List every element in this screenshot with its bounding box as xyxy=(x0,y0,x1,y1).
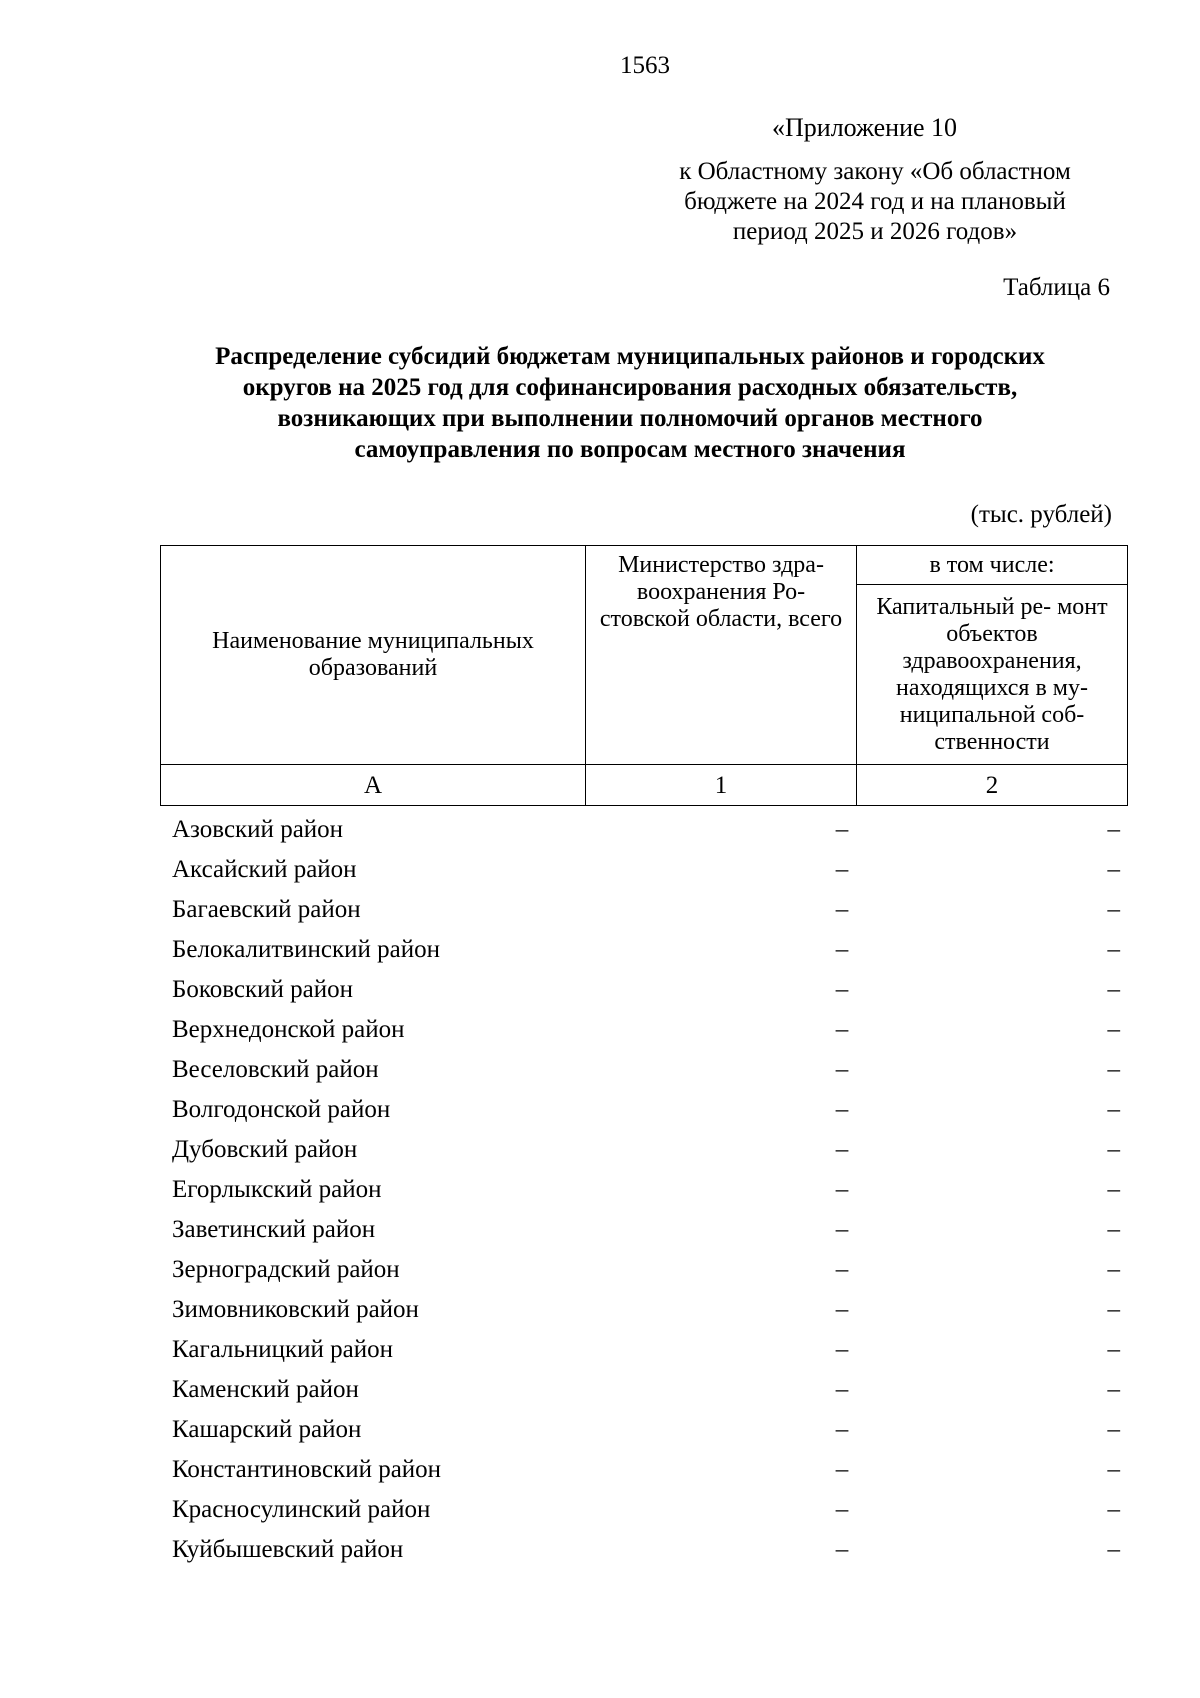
row-value-capital: – xyxy=(1107,1216,1120,1243)
table-row xyxy=(160,1290,1120,1330)
row-value-capital: – xyxy=(1107,896,1120,923)
row-name: Белокалитвинский район xyxy=(172,936,440,963)
table-row xyxy=(160,1250,1120,1290)
row-value-total: – xyxy=(835,1536,849,1563)
table-row xyxy=(160,1090,1120,1130)
heading-line: Распределение субсидий бюджетам муниципальных районов и городских xyxy=(215,343,1045,370)
header-capital-repair: Капитальный ре- монт объектов здравоохранения, находящихся в му- ниципальной соб- ственности xyxy=(857,585,1128,765)
row-name: Боковский район xyxy=(172,976,353,1003)
table-row xyxy=(160,1170,1120,1210)
row-value-capital: – xyxy=(1107,936,1120,963)
row-name: Багаевский район xyxy=(172,896,361,923)
row-value-total: – xyxy=(835,816,849,843)
row-name: Кагальницкий район xyxy=(172,1336,394,1363)
header-including: в том числе: xyxy=(857,546,1128,585)
row-name: Красносулинский район xyxy=(172,1496,431,1523)
table-body xyxy=(160,810,1120,1570)
appendix-reference-line: период 2025 и 2026 годов» xyxy=(732,218,1018,245)
column-number: 2 xyxy=(857,765,1128,806)
row-value-total: – xyxy=(835,1016,849,1043)
appendix-reference-line: бюджете на 2024 год и на плановый xyxy=(684,188,1066,215)
row-name: Зерноградский район xyxy=(172,1256,400,1283)
header-name: Наименование муниципальных образований xyxy=(161,546,586,765)
row-value-capital: – xyxy=(1107,1496,1120,1523)
table-row xyxy=(160,1050,1120,1090)
table-row xyxy=(160,930,1120,970)
row-value-total: – xyxy=(835,1176,849,1203)
table-row xyxy=(160,1330,1120,1370)
row-value-total: – xyxy=(835,896,849,923)
row-value-total: – xyxy=(835,1296,849,1323)
row-name: Азовский район xyxy=(172,816,344,843)
row-value-capital: – xyxy=(1107,1016,1120,1043)
document-heading xyxy=(130,341,1130,465)
table-header xyxy=(160,545,1128,806)
row-name: Каменский район xyxy=(172,1376,359,1403)
table-row xyxy=(160,1210,1120,1250)
row-value-total: – xyxy=(835,1136,849,1163)
appendix-reference xyxy=(640,157,1110,247)
row-name: Волгодонской район xyxy=(172,1096,391,1123)
table-row xyxy=(160,810,1120,850)
row-value-total: – xyxy=(835,1096,849,1123)
row-value-capital: – xyxy=(1107,1416,1120,1443)
row-name: Кашарский район xyxy=(172,1416,362,1443)
table-row xyxy=(160,1490,1120,1530)
page-number: 1563 xyxy=(620,52,670,79)
row-value-capital: – xyxy=(1107,1256,1120,1283)
table-row xyxy=(160,1530,1120,1570)
row-value-capital: – xyxy=(1107,1096,1120,1123)
row-value-capital: – xyxy=(1107,1056,1120,1083)
row-value-total: – xyxy=(835,1256,849,1283)
row-value-total: – xyxy=(835,856,849,883)
row-name: Веселовский район xyxy=(172,1056,379,1083)
table-row xyxy=(160,850,1120,890)
row-value-capital: – xyxy=(1107,816,1120,843)
table-row xyxy=(160,890,1120,930)
heading-line: округов на 2025 год для софинансирования расходных обязательств, xyxy=(242,374,1018,401)
table-row xyxy=(160,1370,1120,1410)
row-value-total: – xyxy=(835,1416,849,1443)
row-value-total: – xyxy=(835,1456,849,1483)
row-value-total: – xyxy=(835,1056,849,1083)
table-row xyxy=(160,1010,1120,1050)
row-name: Аксайский район xyxy=(172,856,357,883)
row-value-total: – xyxy=(835,976,849,1003)
row-value-capital: – xyxy=(1107,1376,1120,1403)
row-value-capital: – xyxy=(1107,856,1120,883)
row-name: Дубовский район xyxy=(172,1136,358,1163)
row-name: Куйбышевский район xyxy=(172,1536,404,1563)
table-number: Таблица 6 xyxy=(1003,274,1110,301)
row-value-capital: – xyxy=(1107,1456,1120,1483)
row-name: Зимовниковский район xyxy=(172,1296,419,1323)
table-row xyxy=(160,1450,1120,1490)
unit-note: (тыс. рублей) xyxy=(970,501,1112,528)
row-value-capital: – xyxy=(1107,1136,1120,1163)
row-name: Заветинский район xyxy=(172,1216,376,1243)
table-row xyxy=(160,1130,1120,1170)
header-ministry: Министерство здра- воохранения Ро- стовской области, всего xyxy=(586,546,857,765)
row-value-capital: – xyxy=(1107,1536,1120,1563)
row-value-total: – xyxy=(835,936,849,963)
table-row xyxy=(160,970,1120,1010)
row-value-total: – xyxy=(835,1376,849,1403)
row-name: Верхнедонской район xyxy=(172,1016,405,1043)
row-value-capital: – xyxy=(1107,1176,1120,1203)
row-name: Константиновский район xyxy=(172,1456,442,1483)
table-row xyxy=(160,1410,1120,1450)
heading-line: самоуправления по вопросам местного значения xyxy=(354,436,906,463)
row-value-capital: – xyxy=(1107,976,1120,1003)
row-value-total: – xyxy=(835,1216,849,1243)
row-value-capital: – xyxy=(1107,1296,1120,1323)
row-value-capital: – xyxy=(1107,1336,1120,1363)
row-name: Егорлыкский район xyxy=(172,1176,382,1203)
appendix-reference-line: к Областному закону «Об областном xyxy=(679,158,1071,185)
column-number: А xyxy=(161,765,586,806)
row-value-total: – xyxy=(835,1336,849,1363)
appendix-title: «Приложение 10 xyxy=(772,113,958,142)
heading-line: возникающих при выполнении полномочий органов местного xyxy=(277,405,983,432)
column-number: 1 xyxy=(586,765,857,806)
row-value-total: – xyxy=(835,1496,849,1523)
